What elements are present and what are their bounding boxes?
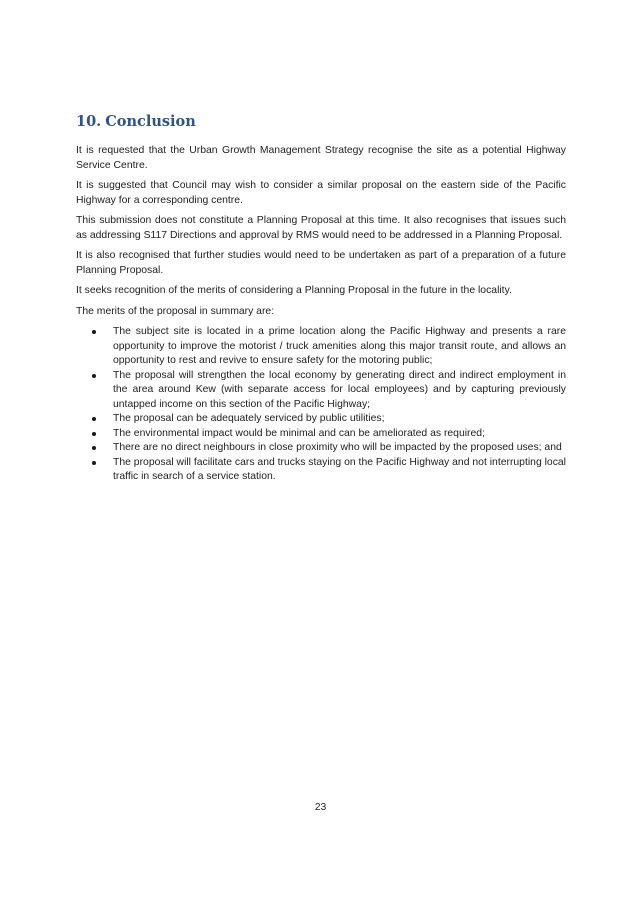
list-item (76, 441, 566, 456)
list-item-text: The proposal will facilitate cars and trucks staying on the Pacific Highway and not interrupting local traffic in search of a service station. (113, 456, 566, 482)
paragraph-studies: It is also recognised that further studies would need to be undertaken as part of a preparation of a future Planning Proposal. (76, 250, 566, 276)
list-item-text: The subject site is located in a prime location along the Pacific Highway and presents a rare opportunity to improve the motorist / truck amenities along this major transit route, and allows an opportunity to rest and revive to ensure safety for the motoring public; (113, 326, 566, 366)
bullet-icon (92, 432, 96, 436)
bullet-icon (92, 446, 96, 450)
list-item-text: The proposal can be adequately serviced by public utilities; (113, 413, 385, 424)
page-content (76, 112, 566, 485)
bullet-icon (92, 417, 96, 421)
page-number: 23 (314, 802, 327, 813)
section-number: 10. (76, 113, 102, 130)
list-item-text: There are no direct neighbours in close proximity who will be impacted by the proposed uses; and (113, 442, 562, 453)
paragraph-merits-intro: The merits of the proposal in summary are: (76, 305, 275, 317)
paragraph-recognition: It seeks recognition of the merits of considering a Planning Proposal in the future in the locality. (76, 285, 512, 296)
bullet-icon (92, 330, 96, 334)
section-heading (76, 112, 566, 132)
list-item-text: The proposal will strengthen the local economy by generating direct and indirect employment in the area around Kew (with separate access for local employees) and by capturing previously untapped income on this section of the Pacific Highway; (113, 369, 566, 410)
list-item (76, 369, 566, 413)
paragraph-submission: This submission does not constitute a Planning Proposal at this time. It also recognises that issues such as addressing S117 Directions and approval by RMS would need to be addressed in a Planning Proposal. (76, 215, 566, 241)
list-item (76, 325, 566, 369)
bullet-icon (92, 374, 96, 378)
paragraph-suggestion: It is suggested that Council may wish to consider a similar proposal on the eastern side of the Pacific Highway for a corresponding centre. (76, 180, 566, 206)
list-item (76, 456, 566, 485)
list-item-text: The environmental impact would be minimal and can be ameliorated as required; (113, 427, 485, 439)
bullet-icon (92, 461, 96, 465)
list-item (76, 427, 566, 442)
list-item (76, 412, 566, 427)
paragraph-request: It is requested that the Urban Growth Management Strategy recognise the site as a potential Highway Service Centre. (76, 145, 566, 171)
section-title: Conclusion (105, 113, 196, 130)
merits-list (76, 325, 566, 485)
